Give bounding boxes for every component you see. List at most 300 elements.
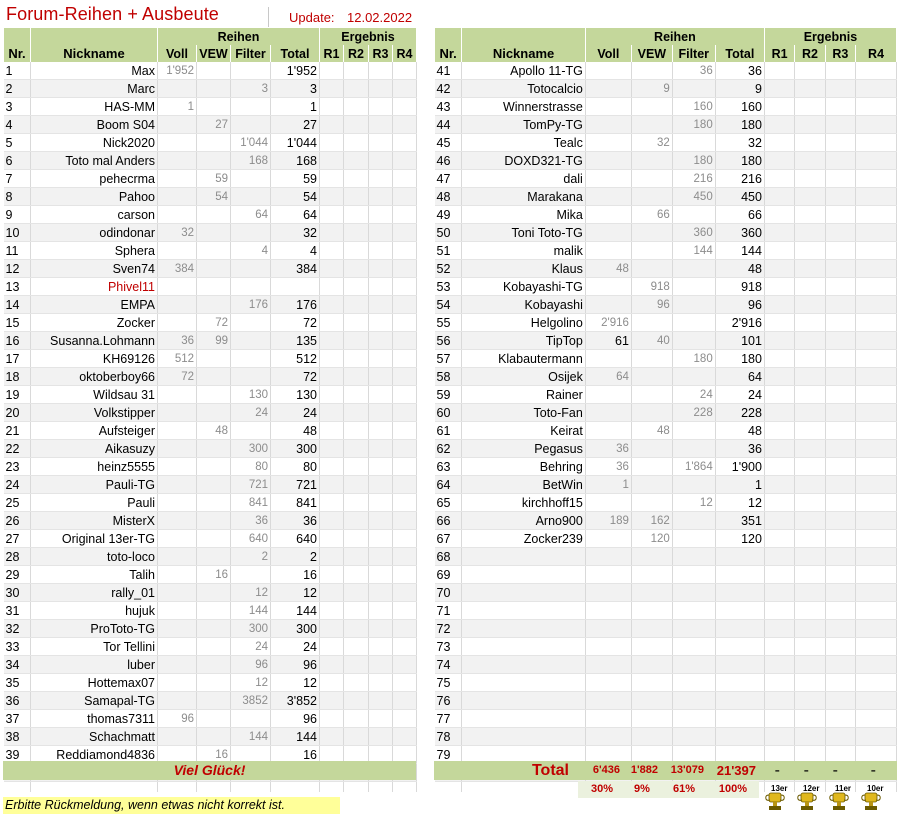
row-nr: 47 — [435, 170, 462, 188]
row-result-r2 — [795, 260, 825, 278]
row-result-r3 — [369, 404, 393, 422]
header-filter: Filter — [231, 45, 271, 62]
blank-cell — [435, 782, 462, 793]
row-result-r4 — [856, 656, 897, 674]
row-filter: 3 — [231, 80, 271, 98]
row-result-r1 — [320, 116, 344, 134]
row-voll — [158, 170, 197, 188]
row-total: 59 — [271, 170, 320, 188]
row-total: 54 — [271, 188, 320, 206]
row-vew — [197, 728, 231, 746]
row-voll — [158, 494, 197, 512]
row-voll — [158, 80, 197, 98]
row-result-r1 — [320, 404, 344, 422]
row-vew — [197, 692, 231, 710]
row-nr: 35 — [4, 674, 31, 692]
row-result-r4 — [393, 278, 417, 296]
row-vew — [197, 350, 231, 368]
row-filter: 3852 — [231, 692, 271, 710]
row-result-r4 — [393, 62, 417, 80]
row-voll — [585, 296, 631, 314]
row-voll — [158, 314, 197, 332]
row-result-r3 — [825, 278, 855, 296]
row-nickname: Marakana — [462, 188, 586, 206]
row-result-r1 — [320, 530, 344, 548]
row-nickname: Aufsteiger — [31, 422, 158, 440]
row-total: 180 — [715, 350, 764, 368]
row-result-r2 — [344, 62, 369, 80]
row-result-r4 — [856, 188, 897, 206]
row-total: 32 — [715, 134, 764, 152]
row-filter: 12 — [231, 584, 271, 602]
row-result-r2 — [795, 422, 825, 440]
row-result-r3 — [825, 206, 855, 224]
trophy-13er-icon — [760, 782, 790, 812]
row-vew — [631, 404, 672, 422]
row-result-r4 — [856, 440, 897, 458]
row-result-r2 — [344, 152, 369, 170]
row-result-r4 — [856, 332, 897, 350]
row-vew: 40 — [631, 332, 672, 350]
row-nickname — [462, 548, 586, 566]
row-filter — [672, 368, 715, 386]
row-result-r4 — [393, 656, 417, 674]
row-result-r4 — [856, 260, 897, 278]
row-result-r4 — [393, 350, 417, 368]
row-nickname: Nick2020 — [31, 134, 158, 152]
row-result-r3 — [369, 278, 393, 296]
row-voll — [585, 170, 631, 188]
header-total: Total — [715, 45, 764, 62]
row-voll: 61 — [585, 332, 631, 350]
row-result-r1 — [320, 332, 344, 350]
row-voll — [158, 602, 197, 620]
table-row — [435, 332, 897, 350]
total-filter: 13'079 — [670, 764, 704, 776]
row-result-r3 — [825, 656, 855, 674]
blank-cell — [271, 782, 320, 793]
row-total — [715, 602, 764, 620]
row-total: 36 — [715, 62, 764, 80]
row-result-r1 — [764, 530, 794, 548]
row-total: 4 — [271, 242, 320, 260]
row-result-r4 — [856, 494, 897, 512]
update-date: 12.02.2022 — [347, 10, 413, 25]
row-nickname: Behring — [462, 458, 586, 476]
row-result-r1 — [764, 188, 794, 206]
row-total: 351 — [715, 512, 764, 530]
row-voll — [585, 80, 631, 98]
row-vew — [631, 170, 672, 188]
row-result-r1 — [764, 170, 794, 188]
row-result-r1 — [764, 224, 794, 242]
row-vew — [197, 242, 231, 260]
row-total: 36 — [271, 512, 320, 530]
row-result-r1 — [764, 440, 794, 458]
row-filter — [672, 296, 715, 314]
row-nr: 13 — [4, 278, 31, 296]
row-result-r2 — [795, 476, 825, 494]
row-result-r4 — [393, 188, 417, 206]
row-nickname: Winnerstrasse — [462, 98, 586, 116]
row-vew: 27 — [197, 116, 231, 134]
row-total — [715, 674, 764, 692]
row-result-r3 — [369, 98, 393, 116]
row-total: 96 — [271, 656, 320, 674]
row-nickname: Osijek — [462, 368, 586, 386]
row-result-r1 — [320, 476, 344, 494]
row-voll — [585, 530, 631, 548]
row-result-r2 — [344, 386, 369, 404]
pct-voll: 30% — [590, 783, 614, 795]
row-nr: 72 — [435, 620, 462, 638]
row-result-r3 — [369, 386, 393, 404]
row-result-r3 — [825, 188, 855, 206]
row-vew: 16 — [197, 566, 231, 584]
row-nickname: Phivel11 — [31, 278, 158, 296]
row-nr: 28 — [4, 548, 31, 566]
row-nr: 14 — [4, 296, 31, 314]
row-nickname: Toto-Fan — [462, 404, 586, 422]
row-nr: 73 — [435, 638, 462, 656]
header-r2: R2 — [344, 45, 369, 62]
row-nr: 8 — [4, 188, 31, 206]
row-nr: 54 — [435, 296, 462, 314]
row-vew: 162 — [631, 512, 672, 530]
row-result-r2 — [795, 332, 825, 350]
row-total: 1 — [715, 476, 764, 494]
row-result-r4 — [393, 710, 417, 728]
row-result-r4 — [856, 692, 897, 710]
row-result-r4 — [856, 422, 897, 440]
row-nickname: Klabautermann — [462, 350, 586, 368]
row-result-r3 — [825, 386, 855, 404]
row-filter — [231, 260, 271, 278]
row-result-r1 — [320, 494, 344, 512]
row-result-r1 — [764, 62, 794, 80]
row-vew — [197, 152, 231, 170]
row-result-r3 — [825, 332, 855, 350]
row-result-r2 — [795, 62, 825, 80]
table-row — [435, 422, 897, 440]
row-result-r2 — [344, 98, 369, 116]
row-total: 180 — [715, 116, 764, 134]
row-result-r2 — [795, 494, 825, 512]
row-nickname: Zocker239 — [462, 530, 586, 548]
row-result-r4 — [856, 530, 897, 548]
row-result-r4 — [393, 728, 417, 746]
row-voll: 512 — [158, 350, 197, 368]
row-total: 1'900 — [715, 458, 764, 476]
row-result-r2 — [795, 512, 825, 530]
row-filter — [672, 638, 715, 656]
row-vew: 918 — [631, 278, 672, 296]
row-result-r3 — [369, 440, 393, 458]
row-nickname — [462, 584, 586, 602]
row-total: 27 — [271, 116, 320, 134]
table-row — [4, 242, 417, 260]
row-result-r4 — [856, 566, 897, 584]
row-result-r1 — [320, 188, 344, 206]
row-result-r4 — [393, 440, 417, 458]
row-nr: 24 — [4, 476, 31, 494]
table-row — [4, 80, 417, 98]
header-voll: Voll — [585, 45, 631, 62]
row-result-r2 — [344, 260, 369, 278]
pct-filter: 61% — [672, 783, 696, 795]
row-result-r2 — [795, 170, 825, 188]
row-result-r3 — [369, 692, 393, 710]
row-nr: 9 — [4, 206, 31, 224]
row-result-r2 — [795, 656, 825, 674]
row-vew — [197, 296, 231, 314]
result-r4: - — [870, 762, 876, 779]
row-result-r3 — [825, 548, 855, 566]
row-total: 9 — [715, 80, 764, 98]
row-filter — [672, 728, 715, 746]
row-result-r4 — [856, 710, 897, 728]
row-result-r4 — [856, 296, 897, 314]
row-vew — [197, 638, 231, 656]
row-voll: 36 — [585, 458, 631, 476]
row-result-r2 — [344, 476, 369, 494]
row-result-r4 — [393, 332, 417, 350]
row-nr: 46 — [435, 152, 462, 170]
row-filter: 24 — [231, 404, 271, 422]
row-nickname: Zocker — [31, 314, 158, 332]
table-row — [435, 278, 897, 296]
row-nr: 4 — [4, 116, 31, 134]
row-result-r4 — [393, 224, 417, 242]
header-r3: R3 — [369, 45, 393, 62]
row-total: 66 — [715, 206, 764, 224]
table-row — [435, 458, 897, 476]
row-vew: 72 — [197, 314, 231, 332]
row-vew — [631, 602, 672, 620]
row-total: 96 — [715, 296, 764, 314]
row-result-r1 — [764, 602, 794, 620]
row-voll — [585, 206, 631, 224]
row-nickname: HAS-MM — [31, 98, 158, 116]
row-filter — [231, 116, 271, 134]
table-row — [4, 296, 417, 314]
row-filter: 1'864 — [672, 458, 715, 476]
row-nickname: ProToto-TG — [31, 620, 158, 638]
table-row — [435, 602, 897, 620]
row-nickname: carson — [31, 206, 158, 224]
row-nickname: Arno900 — [462, 512, 586, 530]
row-result-r4 — [856, 404, 897, 422]
row-result-r2 — [795, 350, 825, 368]
result-r3: - — [832, 762, 838, 779]
header-r1: R1 — [320, 45, 344, 62]
row-filter — [672, 332, 715, 350]
row-nr: 52 — [435, 260, 462, 278]
row-result-r1 — [320, 386, 344, 404]
row-nr: 21 — [4, 422, 31, 440]
row-vew — [631, 728, 672, 746]
row-total: 228 — [715, 404, 764, 422]
row-vew — [631, 314, 672, 332]
row-total: 135 — [271, 332, 320, 350]
trophy-label: 12er — [803, 784, 820, 793]
row-vew — [197, 440, 231, 458]
row-voll: 384 — [158, 260, 197, 278]
row-total — [271, 278, 320, 296]
row-filter — [231, 710, 271, 728]
row-nr: 16 — [4, 332, 31, 350]
row-voll — [158, 566, 197, 584]
table-row — [435, 116, 897, 134]
table-row — [4, 566, 417, 584]
blank-cell — [197, 782, 231, 793]
row-filter — [672, 476, 715, 494]
row-result-r4 — [856, 242, 897, 260]
row-nickname: DOXD321-TG — [462, 152, 586, 170]
row-vew — [631, 584, 672, 602]
row-result-r2 — [344, 692, 369, 710]
row-filter — [672, 512, 715, 530]
row-vew: 32 — [631, 134, 672, 152]
row-result-r2 — [795, 242, 825, 260]
row-nickname: Keirat — [462, 422, 586, 440]
row-nr: 50 — [435, 224, 462, 242]
row-result-r3 — [825, 242, 855, 260]
row-result-r2 — [795, 440, 825, 458]
row-nickname: KH69126 — [31, 350, 158, 368]
row-voll — [585, 350, 631, 368]
row-result-r4 — [393, 116, 417, 134]
row-vew: 48 — [631, 422, 672, 440]
row-nr: 26 — [4, 512, 31, 530]
table-row — [435, 260, 897, 278]
row-filter — [672, 134, 715, 152]
row-result-r1 — [764, 134, 794, 152]
row-total — [715, 566, 764, 584]
row-result-r2 — [795, 116, 825, 134]
header-reihen: Reihen — [158, 28, 320, 45]
row-result-r4 — [393, 242, 417, 260]
row-vew — [197, 98, 231, 116]
row-voll — [585, 134, 631, 152]
row-voll — [158, 116, 197, 134]
row-result-r4 — [856, 458, 897, 476]
row-voll — [158, 440, 197, 458]
header-filter: Filter — [672, 45, 715, 62]
pct-vew: 9% — [634, 783, 650, 795]
row-nr: 17 — [4, 350, 31, 368]
row-result-r4 — [393, 530, 417, 548]
row-result-r1 — [764, 314, 794, 332]
row-voll — [585, 710, 631, 728]
row-nickname — [462, 566, 586, 584]
row-result-r4 — [856, 314, 897, 332]
row-total: 216 — [715, 170, 764, 188]
row-nr: 61 — [435, 422, 462, 440]
row-vew — [197, 80, 231, 98]
row-filter: 1'044 — [231, 134, 271, 152]
row-filter: 36 — [672, 62, 715, 80]
row-nickname: Pauli — [31, 494, 158, 512]
row-nr: 60 — [435, 404, 462, 422]
row-result-r2 — [344, 242, 369, 260]
row-vew — [197, 620, 231, 638]
row-result-r1 — [764, 728, 794, 746]
table-row — [435, 692, 897, 710]
table-row — [4, 98, 417, 116]
table-row — [435, 728, 897, 746]
table-row — [4, 404, 417, 422]
row-filter: 4 — [231, 242, 271, 260]
row-result-r2 — [795, 134, 825, 152]
row-result-r1 — [764, 566, 794, 584]
row-result-r2 — [795, 152, 825, 170]
row-result-r3 — [369, 152, 393, 170]
row-vew: 59 — [197, 170, 231, 188]
row-result-r2 — [344, 458, 369, 476]
table-row — [4, 512, 417, 530]
row-result-r2 — [344, 620, 369, 638]
table-row — [435, 98, 897, 116]
table-row — [435, 296, 897, 314]
header-vew: VEW — [631, 45, 672, 62]
row-vew — [197, 656, 231, 674]
row-nr: 45 — [435, 134, 462, 152]
row-total: 130 — [271, 386, 320, 404]
row-filter: 64 — [231, 206, 271, 224]
row-result-r2 — [795, 98, 825, 116]
table-row — [435, 134, 897, 152]
row-result-r2 — [795, 692, 825, 710]
row-nickname: hujuk — [31, 602, 158, 620]
table-row — [4, 278, 417, 296]
row-result-r2 — [795, 224, 825, 242]
row-result-r3 — [825, 476, 855, 494]
row-result-r1 — [320, 566, 344, 584]
row-result-r3 — [825, 260, 855, 278]
row-result-r2 — [795, 674, 825, 692]
row-result-r2 — [344, 278, 369, 296]
row-vew — [631, 638, 672, 656]
row-vew — [631, 98, 672, 116]
total-vew: 1'882 — [630, 764, 658, 776]
row-result-r2 — [344, 584, 369, 602]
row-nr: 70 — [435, 584, 462, 602]
row-nickname: Sphera — [31, 242, 158, 260]
sheet-title: Forum-Reihen + Ausbeute — [6, 4, 219, 24]
table-row — [4, 134, 417, 152]
row-nr: 29 — [4, 566, 31, 584]
row-result-r3 — [369, 728, 393, 746]
row-filter — [672, 602, 715, 620]
row-result-r3 — [825, 296, 855, 314]
row-nr: 18 — [4, 368, 31, 386]
row-result-r4 — [393, 674, 417, 692]
row-result-r1 — [764, 80, 794, 98]
row-result-r3 — [369, 350, 393, 368]
row-total: 180 — [715, 152, 764, 170]
table-row — [435, 548, 897, 566]
row-nr: 12 — [4, 260, 31, 278]
trophy-10er-icon — [856, 782, 886, 812]
row-vew — [197, 584, 231, 602]
row-result-r4 — [393, 494, 417, 512]
row-vew — [197, 278, 231, 296]
row-result-r2 — [795, 638, 825, 656]
table-row — [435, 62, 897, 80]
row-nr: 39 — [4, 746, 31, 764]
row-total: 144 — [271, 602, 320, 620]
